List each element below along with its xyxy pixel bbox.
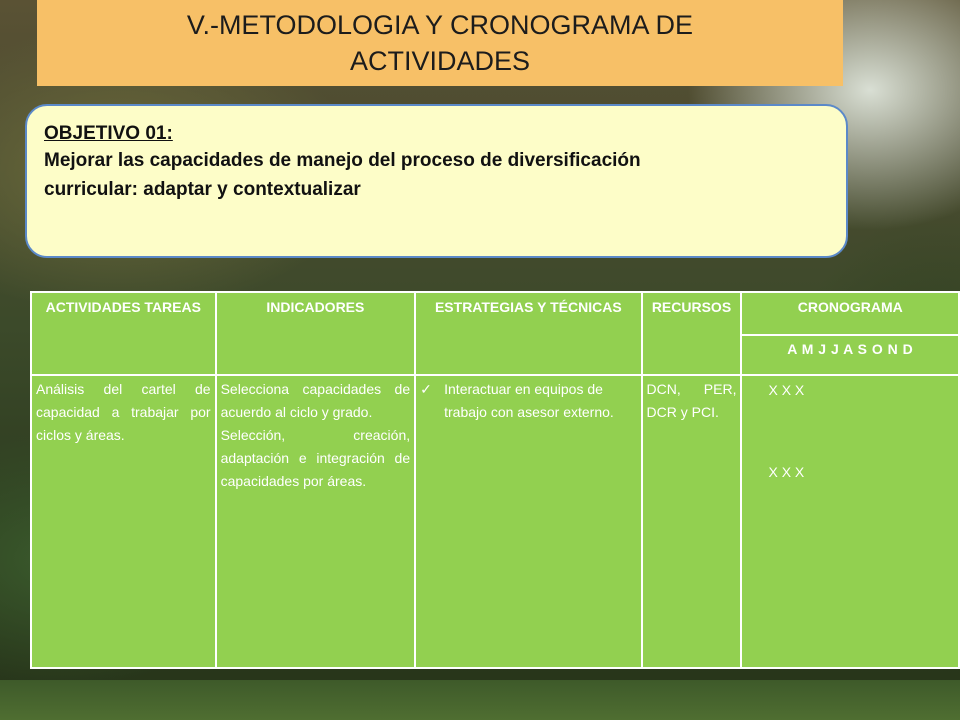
indicator-item: Selecciona capacidades de acuerdo al ciclo y grado. [220,381,411,420]
header-strategies: ESTRATEGIAS Y TÉCNICAS [415,292,641,375]
cell-activity: Análisis del cartel de capacidad a trabajar por ciclos y áreas. [31,375,216,668]
header-resources: RECURSOS [642,292,742,375]
objective-box [25,104,848,258]
title-banner [37,0,843,86]
objective-heading: OBJETIVO 01: [44,123,173,144]
header-indicators: INDICADORES [216,292,416,375]
check-icon: ✓ [420,381,432,397]
header-schedule: CRONOGRAMA [741,292,959,335]
header-months: A M J J A S O N D [741,335,959,375]
table-header-row [31,292,959,335]
activities-table [30,291,960,669]
schedule-marks: X X X [768,464,805,480]
schedule-marks: X X X [768,382,805,398]
strategy-text: Interactuar en equipos de trabajo con asesor externo. [444,381,614,420]
header-activities: ACTIVIDADES TAREAS [31,292,216,375]
cell-indicators [216,375,416,668]
page-title: V.-METODOLOGIA Y CRONOGRAMA DE ACTIVIDADES [186,10,694,76]
cell-schedule [741,375,959,668]
background-grass [0,680,960,720]
cell-resources: DCN, PER, DCR y PCI. [642,375,742,668]
table-row [31,375,959,668]
cell-strategy [415,375,641,668]
objective-text: Mejorar las capacidades de manejo del proceso de diversificación curricular: adaptar y contextualizar [44,150,641,200]
strategy-item [420,378,636,424]
indicator-item: Selección, creación, adaptación e integración de capacidades por áreas. [220,427,411,489]
